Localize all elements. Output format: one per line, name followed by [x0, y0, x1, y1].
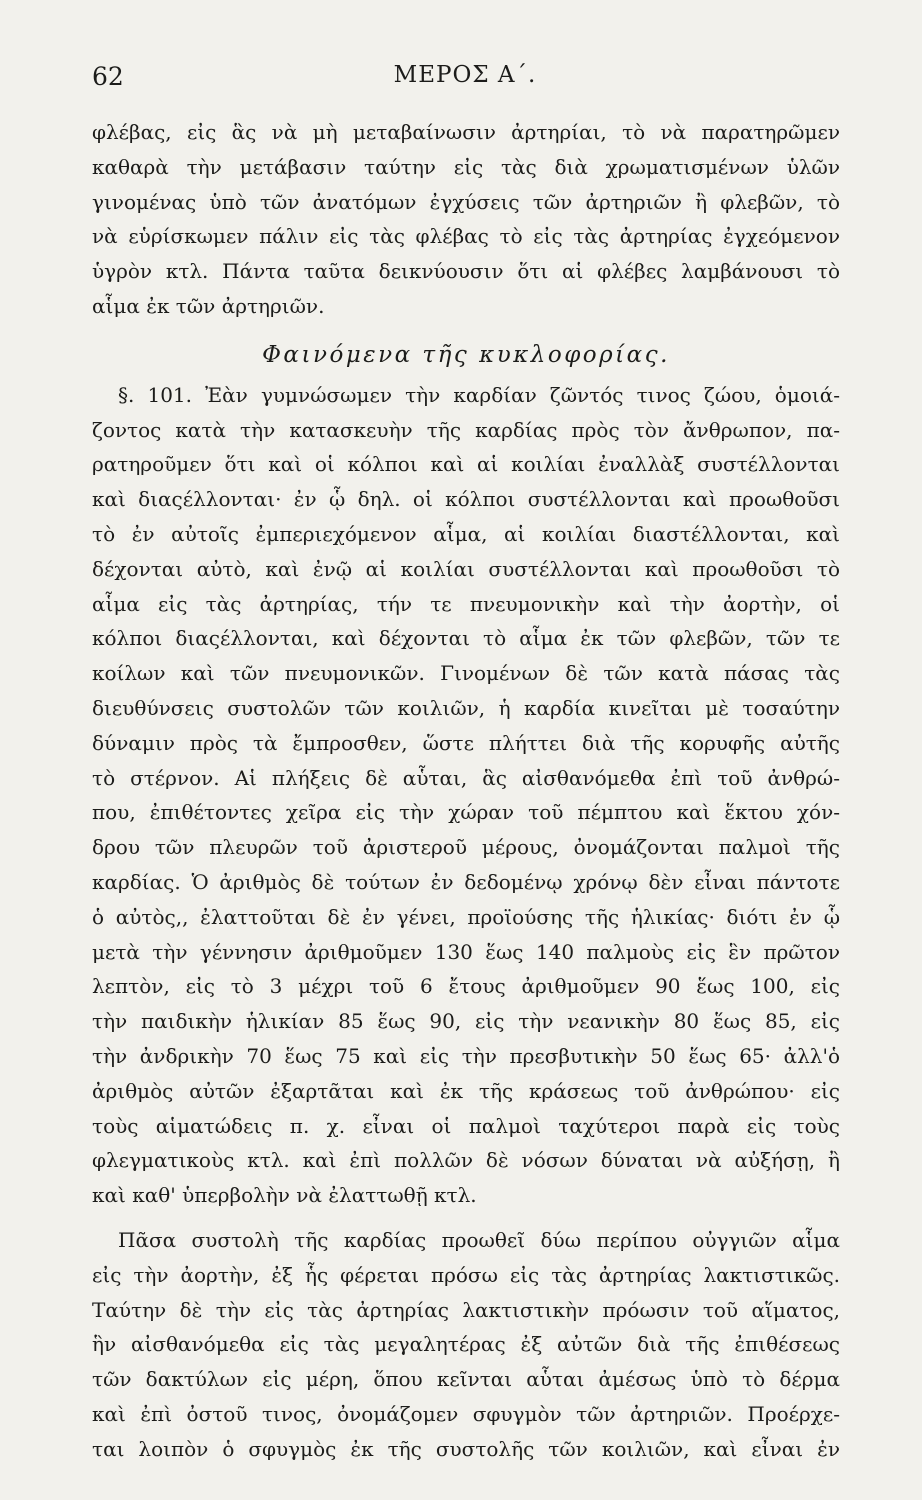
text-line: ζοντος κατὰ τὴν κατασκευὴν τῆς καρδίας πρὸς τὸν ἄνθρωπον, πα-: [92, 417, 840, 442]
text-line: ὑγρὸν κτλ. Πάντα ταῦτα δεικνύουσιν ὅτι αἱ φλέβες λαμβάνουσι τὸ: [92, 259, 840, 284]
text-line: φλεγματικοὺς κτλ. καὶ ἐπὶ πολλῶν δὲ νόσων δύναται νὰ αὐξήσῃ, ἢ: [92, 1148, 840, 1173]
text-line: ρατηροῦμεν ὅτι καὶ οἱ κόλποι καὶ αἱ κοιλίαι ἐναλλὰξ συστέλλονται: [92, 452, 840, 477]
text-line: δύναμιν πρὸς τὰ ἔμπροσθεν, ὥστε πλήττει διὰ τῆς κορυφῆς αὐτῆς: [92, 730, 840, 755]
body-text: [92, 115, 840, 1466]
text-line: ὁ αὐτὸς,, ἐλαττοῦται δὲ ἐν γένει, προϊούσης τῆς ἡλικίας· διότι ἐν ᾧ: [92, 904, 840, 929]
text-line: τὸ στέρνον. Αἱ πλήξεις δὲ αὗται, ἃς αἰσθανόμεθα ἐπὶ τοῦ ἀνθρώ-: [92, 765, 840, 790]
text-line: τὸ ἐν αὐτοῖς ἐμπεριεχόμενον αἷμα, αἱ κοιλίαι διαστέλλονται, καὶ: [92, 521, 840, 546]
text-line: καρδίας. Ὁ ἀριθμὸς δὲ τούτων ἐν δεδομένῳ χρόνῳ δὲν εἶναι πάντοτε: [92, 869, 840, 894]
text-line: τοὺς αἱματώδεις π. χ. εἶναι οἱ παλμοὶ ταχύτεροι παρὰ εἰς τοὺς: [92, 1113, 840, 1138]
text-line: αἷμα ἐκ τῶν ἀρτηριῶν.: [92, 293, 325, 318]
text-line: δρου τῶν πλευρῶν τοῦ ἀριστεροῦ μέρους, ὀνομάζονται παλμοὶ τῆς: [92, 835, 840, 860]
text-line: Ταύτην δὲ τὴν εἰς τὰς ἀρτηρίας λακτιστικὴν πρόωσιν τοῦ αἵματος,: [92, 1297, 840, 1322]
text-line: μετὰ τὴν γέννησιν ἀριθμοῦμεν 130 ἕως 140 παλμοὺς εἰς ἓν πρῶτον: [92, 939, 840, 964]
text-line: καὶ ἐπὶ ὀστοῦ τινος, ὀνομάζομεν σφυγμὸν τῶν ἀρτηριῶν. Προέρχε-: [92, 1401, 840, 1426]
paragraph-3: [92, 1223, 840, 1467]
text-line: κόλποι διαςέλλονται, καὶ δέχονται τὸ αἷμα ἐκ τῶν φλεβῶν, τῶν τε: [92, 626, 840, 651]
text-line: ἀριθμὸς αὐτῶν ἐξαρτᾶται καὶ ἐκ τῆς κράσεως τοῦ ἀνθρώπου· εἰς: [92, 1078, 840, 1103]
text-line: που, ἐπιθέτοντες χεῖρα εἰς τὴν χώραν τοῦ πέμπτου καὶ ἕκτου χόν-: [92, 800, 840, 825]
text-line: εἰς τὴν ἀορτὴν, ἐξ ἧς φέρεται πρόσω εἰς τὰς ἀρτηρίας λακτιστικῶς.: [92, 1262, 840, 1287]
text-line: τὴν ἀνδρικὴν 70 ἕως 75 καὶ εἰς τὴν πρεσβυτικὴν 50 ἕως 65· ἀλλ'ὁ: [92, 1043, 840, 1068]
text-line: διευθύνσεις συστολῶν τῶν κοιλιῶν, ἡ καρδία κινεῖται μὲ τοσαύτην: [92, 695, 840, 720]
text-line: ἣν αἰσθανόμεθα εἰς τὰς μεγαλητέρας ἐξ αὐτῶν διὰ τῆς ἐπιθέσεως: [92, 1332, 840, 1357]
text-line: καὶ διαςέλλονται· ἐν ᾧ δηλ. οἱ κόλποι συστέλλονται καὶ προωθοῦσι: [92, 487, 840, 512]
text-line: καθαρὰ τὴν μετάβασιν ταύτην εἰς τὰς διὰ χρωματισμένων ὑλῶν: [92, 154, 840, 179]
text-line: Πᾶσα συστολὴ τῆς καρδίας προωθεῖ δύω περίπου οὐγγιῶν αἷμα: [118, 1227, 840, 1252]
running-head: ΜΕΡΟΣ Α΄.: [393, 62, 537, 88]
text-line: δέχονται αὐτὸ, καὶ ἐνῷ αἱ κοιλίαι συστέλλονται καὶ προωθοῦσι τὸ: [92, 556, 840, 581]
paragraph-2: [92, 378, 840, 1213]
text-line: τῶν δακτύλων εἰς μέρη, ὅπου κεῖνται αὗται ἀμέσως ὑπὸ τὸ δέρμα: [92, 1367, 840, 1392]
text-line: γινομένας ὑπὸ τῶν ἀνατόμων ἐγχύσεις τῶν ἀρτηριῶν ἢ φλεβῶν, τὸ: [92, 189, 840, 214]
section-heading: Φαινόμενα τῆς κυκλοφορίας.: [262, 341, 670, 368]
text-line: ται λοιπὸν ὁ σφυγμὸς ἐκ τῆς συστολῆς τῶν κοιλιῶν, καὶ εἶναι ἐν: [92, 1436, 840, 1461]
page-number: 62: [92, 62, 124, 91]
text-line: §. 101. Ἐὰν γυμνώσωμεν τὴν καρδίαν ζῶντός τινος ζώου, ὁμοιά-: [118, 382, 840, 407]
page-header: [92, 62, 838, 96]
text-line: αἷμα εἰς τὰς ἀρτηρίας, τήν τε πνευμονικὴν καὶ τὴν ἀορτὴν, οἱ: [92, 591, 840, 616]
text-line: νὰ εὑρίσκωμεν πάλιν εἰς τὰς φλέβας τὸ εἰς τὰς ἀρτηρίας ἐγχεόμενον: [92, 224, 840, 249]
text-line: λεπτὸν, εἰς τὸ 3 μέχρι τοῦ 6 ἔτους ἀριθμοῦμεν 90 ἕως 100, εἰς: [92, 974, 840, 999]
text-line: τὴν παιδικὴν ἡλικίαν 85 ἕως 90, εἰς τὴν νεανικὴν 80 ἕως 85, εἰς: [92, 1009, 840, 1034]
text-line: φλέβας, εἰς ἃς νὰ μὴ μεταβαίνωσιν ἀρτηρίαι, τὸ νὰ παρατηρῶμεν: [92, 120, 840, 144]
text-line: κοίλων καὶ τῶν πνευμονικῶν. Γινομένων δὲ τῶν κατὰ πάσας τὰς: [92, 661, 840, 686]
paragraph-1: [92, 115, 840, 324]
text-line: καὶ καθ' ὑπερβολὴν νὰ ἐλαττωθῇ κτλ.: [92, 1183, 477, 1208]
